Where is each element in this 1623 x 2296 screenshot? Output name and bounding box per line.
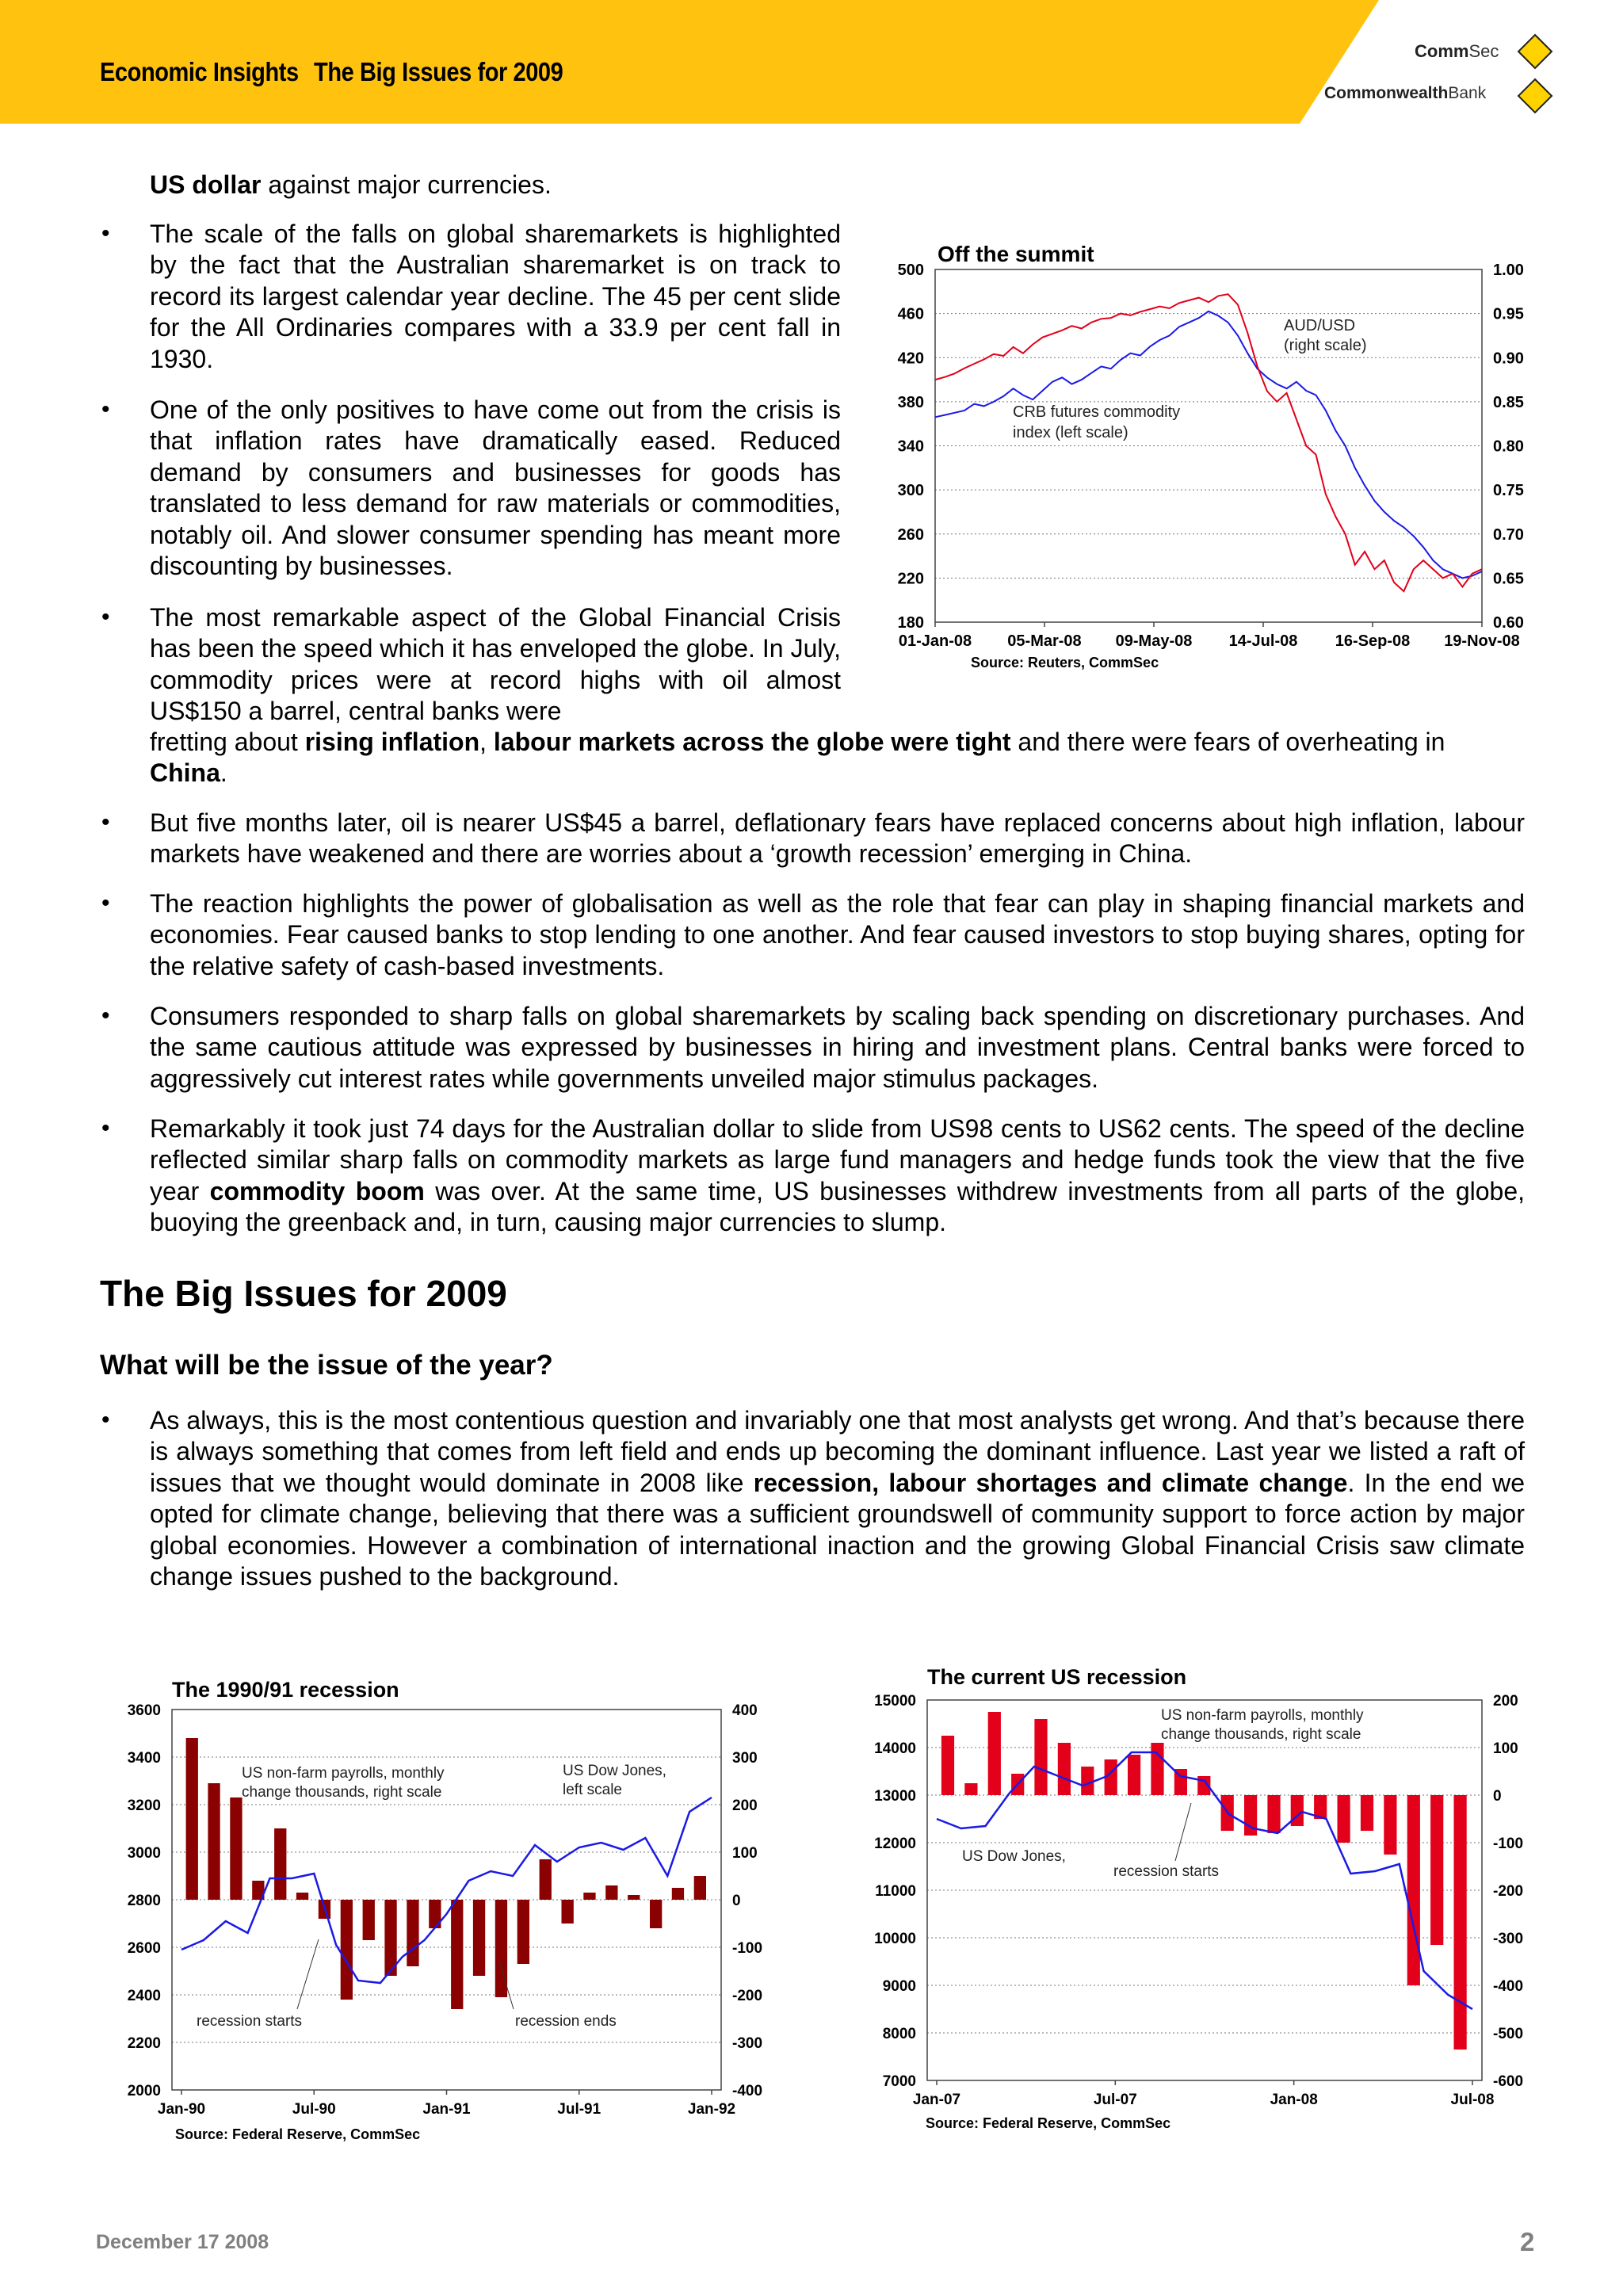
annotation: US non-farm payrolls, monthly xyxy=(1161,1707,1364,1724)
bullet-7-text-b: was over. At the same time, US businesses withdrew investments from all parts of the globe, buoying the greenback and, in turn, causing major currencies to slump. xyxy=(150,1176,1526,1237)
issue-bold: recession, labour shortages and climate change xyxy=(753,1468,1348,1497)
subsection-title: What will be the issue of the year? xyxy=(100,1350,553,1381)
y-left-tick-label: 2200 xyxy=(127,2035,161,2052)
y-left-tick-label: 7000 xyxy=(882,2073,916,2090)
payrolls-bar xyxy=(1034,1719,1047,1795)
payrolls-bar xyxy=(1361,1795,1373,1831)
payrolls-bar xyxy=(473,1900,485,1976)
y-left-tick-label: 9000 xyxy=(882,1978,916,1995)
payrolls-bar xyxy=(341,1900,353,2000)
y-left-tick-label: 260 xyxy=(897,525,924,544)
y-right-tick-label: -100 xyxy=(732,1940,763,1957)
bullet-3-text-part2 xyxy=(150,727,1525,789)
y-left-tick-label: 3400 xyxy=(127,1750,161,1767)
chart-1990-91-recession xyxy=(103,1668,769,2148)
y-right-tick-label: 0.80 xyxy=(1493,437,1524,456)
x-tick-label: 05-Mar-08 xyxy=(1007,632,1082,650)
bullet-3-sep: , xyxy=(479,728,494,756)
payrolls-bar xyxy=(672,1888,684,1900)
payrolls-bar xyxy=(274,1828,286,1900)
intro-bold: US dollar xyxy=(150,170,262,199)
commonwealth-bank-logo xyxy=(1324,84,1486,103)
bullet-6-text: Consumers responded to sharp falls on global sharemarkets by scaling back spending on discretionary purchases. And the same cautious attitude was expressed by businesses in hiring and investment plans. Central banks were forced to aggressively cut interest rates while governments unveiled major stimulus packages. xyxy=(150,1002,1525,1093)
x-tick-label: Jan-08 xyxy=(1270,2092,1318,2108)
bullet-marker: • xyxy=(101,809,110,835)
payrolls-bar xyxy=(988,1712,1001,1795)
bullet-2-text: One of the only positives to have come out from the crisis is that inflation rates have dramatically eased. Reduced demand by consumers and businesses for goods has translated to less demand for raw materials or commodities, notably oil. And slower consumer spending has meant more discounting by businesses. xyxy=(150,395,841,581)
y-left-tick-label: 8000 xyxy=(882,2026,916,2042)
x-tick-label: Jan-07 xyxy=(912,2092,961,2108)
y-left-tick-label: 14000 xyxy=(874,1740,916,1757)
chart-current-us-recession-svg xyxy=(864,1656,1553,2148)
annotation: CRB futures commodity xyxy=(1013,403,1181,421)
x-tick-label: 09-May-08 xyxy=(1115,632,1193,650)
footer-date: December 17 2008 xyxy=(96,2231,269,2253)
issue-text-a: As always, this is the most contentious question and invariably one that most analysts get wrong. And that’s because there is always something that comes from left field and ends up becoming the dominant influence. Last year we listed a raft of issues that we thought would dominate in 2008 like xyxy=(150,1406,1525,1497)
y-left-tick-label: 13000 xyxy=(874,1788,916,1805)
payrolls-bar xyxy=(1407,1795,1420,1985)
y-right-tick-label: 300 xyxy=(732,1750,758,1767)
header-section-label: Economic Insights xyxy=(100,57,299,86)
y-right-tick-label: 0.75 xyxy=(1493,482,1524,500)
y-right-tick-label: 0.60 xyxy=(1493,614,1524,632)
y-right-tick-label: -400 xyxy=(732,2083,763,2099)
payrolls-bar xyxy=(186,1738,198,1900)
cba-logo-bold: Commonwealth xyxy=(1324,84,1449,102)
bullet-marker: • xyxy=(101,1003,110,1029)
payrolls-bar xyxy=(230,1797,242,1900)
annotation: change thousands, right scale xyxy=(242,1784,442,1801)
bullet-marker: • xyxy=(101,890,110,916)
annotation-pointer xyxy=(297,1939,319,2009)
y-right-tick-label: 200 xyxy=(1493,1693,1518,1710)
y-left-tick-label: 220 xyxy=(897,570,924,588)
payrolls-bar xyxy=(1267,1795,1280,1833)
x-tick-label: Jul-08 xyxy=(1450,2092,1495,2108)
footer-page-number: 2 xyxy=(1520,2227,1535,2256)
y-left-tick-label: 12000 xyxy=(874,1836,916,1852)
payrolls-bar xyxy=(694,1876,706,1900)
payrolls-bar xyxy=(583,1893,595,1900)
y-right-tick-label: 400 xyxy=(732,1702,758,1719)
y-left-tick-label: 2000 xyxy=(127,2083,161,2099)
chart-1990-91-recession-svg xyxy=(103,1668,769,2144)
y-right-tick-label: 0.70 xyxy=(1493,525,1524,544)
y-left-tick-label: 2600 xyxy=(127,1940,161,1957)
chart-source: Source: Federal Reserve, CommSec xyxy=(926,2115,1171,2131)
chart-title: Off the summit xyxy=(938,242,1094,266)
payrolls-bar xyxy=(628,1895,640,1900)
payrolls-bar xyxy=(208,1783,220,1900)
payrolls-bar xyxy=(363,1900,375,1940)
payrolls-bar xyxy=(296,1893,308,1900)
payrolls-bar xyxy=(1081,1767,1094,1795)
payrolls-bar xyxy=(1151,1743,1163,1795)
y-left-tick-label: 3200 xyxy=(127,1797,161,1814)
payrolls-bar xyxy=(1058,1743,1071,1795)
y-left-tick-label: 2800 xyxy=(127,1893,161,1909)
chart-title: The current US recession xyxy=(927,1665,1187,1689)
payrolls-bar xyxy=(451,1900,463,2009)
y-right-tick-label: 100 xyxy=(1493,1740,1518,1757)
bullet-marker: • xyxy=(101,1407,110,1433)
bullet-3-text-a: fretting about xyxy=(150,728,305,756)
annotation: US Dow Jones, xyxy=(563,1763,666,1779)
series-line-crb xyxy=(935,311,1482,579)
y-left-tick-label: 10000 xyxy=(874,1931,916,1947)
chart-source: Source: Reuters, CommSec xyxy=(971,655,1159,670)
bullet-5-text: The reaction highlights the power of globalisation as well as the role that fear can play in shaping financial markets and economies. Fear caused banks to stop lending to one another. And fear caused investors to stop buying shares, opting for the relative safety of cash-based investments. xyxy=(150,889,1525,980)
bullet-3-bold-2: labour markets across the globe were tight xyxy=(493,728,1011,756)
annotation: recession ends xyxy=(515,2013,617,2030)
payrolls-bar xyxy=(964,1783,977,1795)
commsec-logo xyxy=(1415,41,1499,62)
y-right-tick-label: -300 xyxy=(732,2035,763,2052)
y-right-tick-label: 0.95 xyxy=(1493,305,1524,323)
commsec-diamond-icon xyxy=(1517,33,1553,70)
series-line-aud-usd xyxy=(935,294,1482,591)
payrolls-bar xyxy=(941,1736,954,1795)
annotation-pointer xyxy=(1175,1803,1191,1861)
y-left-tick-label: 15000 xyxy=(874,1693,916,1710)
bullet-marker: • xyxy=(101,220,110,246)
y-right-tick-label: -200 xyxy=(1493,1883,1524,1900)
y-right-tick-label: -500 xyxy=(1493,2026,1524,2042)
y-right-tick-label: 100 xyxy=(732,1845,758,1862)
cba-logo-light: Bank xyxy=(1448,84,1487,102)
x-tick-label: Jul-90 xyxy=(292,2101,336,2118)
y-left-tick-label: 340 xyxy=(897,437,924,456)
x-tick-label: Jan-90 xyxy=(157,2101,206,2118)
bullet-4-text: But five months later, oil is nearer US$45 a barrel, deflationary fears have replaced concerns about high inflation, labour markets have weakened and there are worries about a ‘growth recession’ emerging in China. xyxy=(150,808,1525,869)
y-right-tick-label: -300 xyxy=(1493,1931,1524,1947)
x-tick-label: Jan-91 xyxy=(422,2101,471,2118)
cba-diamond-icon xyxy=(1517,78,1553,114)
bullet-3-text-b: and there were fears of overheating in xyxy=(1010,728,1445,756)
x-tick-label: Jul-91 xyxy=(557,2101,601,2118)
page-header xyxy=(0,0,1623,124)
y-right-tick-label: -100 xyxy=(1493,1836,1524,1852)
x-tick-label: Jan-92 xyxy=(687,2101,736,2118)
y-left-tick-label: 460 xyxy=(897,305,924,323)
payrolls-bar xyxy=(1128,1755,1140,1795)
chart-title: The 1990/91 recession xyxy=(172,1678,399,1702)
y-left-tick-label: 3600 xyxy=(127,1702,161,1719)
payrolls-bar xyxy=(1454,1795,1467,2050)
annotation: US Dow Jones, xyxy=(962,1848,1066,1865)
bullet-7-bold: commodity boom xyxy=(209,1176,425,1205)
header-report-title: The Big Issues for 2009 xyxy=(314,57,563,86)
bullet-3-text-part1: The most remarkable aspect of the Global Financial Crisis has been the speed which it has enveloped the globe. In July, commodity prices were at record highs with oil almost US$150 a barrel, central banks were xyxy=(150,603,841,726)
commsec-logo-light: Sec xyxy=(1468,41,1499,61)
section-title: The Big Issues for 2009 xyxy=(100,1273,507,1314)
bullet-7-text xyxy=(150,1114,1525,1239)
x-tick-label: 19-Nov-08 xyxy=(1444,632,1520,650)
bullet-1-text: The scale of the falls on global sharemarkets is highlighted by the fact that the Australian sharemarket is on track to record its largest calendar year decline. The 45 per cent slide for the All Ordinaries compares with a 33.9 per cent fall in 1930. xyxy=(150,220,841,373)
y-right-tick-label: 0.85 xyxy=(1493,393,1524,411)
header-title xyxy=(100,57,563,87)
y-right-tick-label: 0 xyxy=(1493,1788,1502,1805)
bullet-3-bold-1: rising inflation xyxy=(304,728,480,756)
y-right-tick-label: 0 xyxy=(732,1893,741,1909)
y-left-tick-label: 2400 xyxy=(127,1988,161,2004)
chart-off-the-summit xyxy=(888,230,1537,693)
bullet-7-text-a: Remarkably it took just 74 days for the Australian dollar to slide from US98 cents to US62 cents. The speed of the decline reflected similar sharp falls on commodity markets as large fund managers and hedge funds took the view that the five year xyxy=(150,1114,1525,1205)
intro-text: against major currencies. xyxy=(261,170,552,199)
y-right-tick-label: 1.00 xyxy=(1493,262,1524,279)
x-tick-label: 14-Jul-08 xyxy=(1228,632,1298,650)
payrolls-bar xyxy=(517,1900,529,1964)
y-left-tick-label: 500 xyxy=(897,262,924,279)
chart-current-us-recession xyxy=(864,1656,1553,2152)
y-left-tick-label: 180 xyxy=(897,614,924,632)
issue-text-b: . In the end we opted for climate change, believing that there was a sufficient groundswell of community support to force action by major global economies. However a combination of international inaction and the growing Global Financial Crisis saw climate change issues pushed to the background. xyxy=(150,1468,1526,1591)
issue-bullet-text xyxy=(150,1405,1525,1592)
y-right-tick-label: 0.90 xyxy=(1493,350,1524,368)
x-tick-label: 01-Jan-08 xyxy=(898,632,972,650)
chart-off-the-summit-svg xyxy=(888,230,1537,690)
annotation: US non-farm payrolls, monthly xyxy=(242,1765,445,1782)
y-left-tick-label: 3000 xyxy=(127,1845,161,1862)
y-right-tick-label: -200 xyxy=(732,1988,763,2004)
payrolls-bar xyxy=(1338,1795,1350,1843)
bullet-marker: • xyxy=(101,1115,110,1141)
y-left-tick-label: 300 xyxy=(897,482,924,500)
annotation: (right scale) xyxy=(1284,337,1367,354)
y-right-tick-label: -600 xyxy=(1493,2073,1524,2090)
bullet-3-bold-3: China xyxy=(150,758,220,788)
payrolls-bar xyxy=(605,1885,617,1900)
intro-line xyxy=(150,170,863,201)
payrolls-bar xyxy=(540,1859,552,1900)
payrolls-bar xyxy=(650,1900,662,1928)
y-left-tick-label: 420 xyxy=(897,350,924,368)
annotation: index (left scale) xyxy=(1013,424,1128,441)
payrolls-bar xyxy=(1384,1795,1396,1855)
annotation: change thousands, right scale xyxy=(1161,1726,1361,1743)
bullet-marker: • xyxy=(101,604,110,630)
bullet-marker: • xyxy=(101,396,110,422)
chart-source: Source: Federal Reserve, CommSec xyxy=(175,2126,421,2142)
x-tick-label: Jul-07 xyxy=(1093,2092,1137,2108)
y-right-tick-label: 0.65 xyxy=(1493,570,1524,588)
y-right-tick-label: -400 xyxy=(1493,1978,1524,1995)
y-left-tick-label: 380 xyxy=(897,393,924,411)
annotation: AUD/USD xyxy=(1284,317,1356,334)
y-left-tick-label: 11000 xyxy=(875,1883,916,1900)
payrolls-bar xyxy=(1430,1795,1443,1945)
payrolls-bar xyxy=(1291,1795,1304,1826)
annotation: recession starts xyxy=(1113,1863,1220,1880)
bullet-3-end: . xyxy=(220,758,227,788)
payrolls-bar xyxy=(562,1900,574,1924)
y-right-tick-label: 200 xyxy=(732,1797,758,1814)
x-tick-label: 16-Sep-08 xyxy=(1335,632,1411,650)
payrolls-bar xyxy=(407,1900,418,1966)
annotation: recession starts xyxy=(197,2013,303,2030)
annotation: left scale xyxy=(563,1782,622,1798)
commsec-logo-bold: Comm xyxy=(1415,41,1469,61)
